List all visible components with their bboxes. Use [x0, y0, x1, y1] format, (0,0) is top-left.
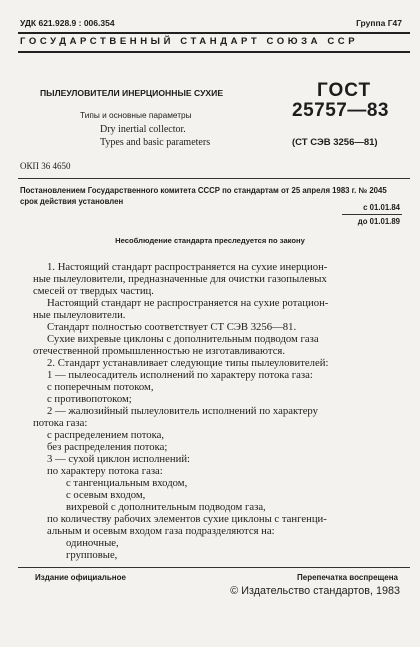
body-line: ные пылеуловители.: [33, 309, 126, 321]
body-line: Стандарт полностью соответствует СТ СЭВ 3256—81.: [47, 321, 297, 333]
body-line: Настоящий стандарт не распространяется на сухие ротацион-: [47, 297, 329, 309]
validity-from: с 01.01.84: [363, 203, 400, 212]
st-sev-reference: (СТ СЭВ 3256—81): [292, 137, 378, 148]
reprint-notice: Перепечатка воспрещена: [297, 573, 398, 582]
decree-text: Постановлением Государственного комитета СССР по стандартам от 25 апреля 1983 г. № 2045 срок действия установлен: [20, 186, 387, 206]
body-line: с противопотоком;: [47, 393, 132, 405]
body-line: 3 — сухой циклон исполнений:: [47, 453, 191, 465]
udk-code: УДК 621.928.9 : 006.354: [20, 18, 115, 28]
okp-code: ОКП 36 4650: [20, 161, 71, 171]
legal-warning: Несоблюдение стандарта преследуется по закону: [115, 236, 305, 245]
body-line: ные пылеуловители, предназначенные для очистки газопылевых: [33, 273, 327, 285]
body-line: по количеству рабочих элементов сухие циклоны с тангенци-: [47, 513, 327, 525]
standard-title: ГОСУДАРСТВЕННЫЙ СТАНДАРТ СОЮЗА ССР: [20, 36, 359, 47]
body-line: отечественной промышленностью не изготавливаются.: [33, 345, 286, 357]
body-line: одиночные,: [66, 537, 119, 549]
body-line: с распределением потока,: [47, 429, 165, 441]
document-name-ru: ПЫЛЕУЛОВИТЕЛИ ИНЕРЦИОННЫЕ СУХИЕ: [40, 88, 224, 98]
body-line: альным и осевым входом газа подразделяются на:: [47, 525, 275, 537]
body-line: без распределения потока;: [47, 441, 168, 453]
body-line: с тангенциальным входом,: [66, 477, 188, 489]
body-line: 2 — жалюзийный пылеуловитель исполнений по характеру: [47, 405, 318, 417]
header-rule-bottom: [18, 51, 410, 53]
body-line: с осевым входом,: [66, 489, 146, 501]
body-line: потока газа:: [33, 417, 88, 429]
copyright: © Издательство стандартов, 1983: [230, 585, 400, 597]
document-subtitle-en: Types and basic parameters: [100, 137, 211, 148]
group-code: Группа Г47: [356, 18, 402, 28]
document-name-en: Dry inertial collector.: [100, 124, 186, 135]
body-line: 2. Стандарт устанавливает следующие типы пылеуловителей:: [47, 357, 329, 369]
header-rule-top: [18, 32, 410, 34]
decree-rule-top: [18, 178, 410, 179]
body-line: 1 — пылеосадитель исполнений по характеру потока газа:: [47, 369, 313, 381]
validity-date-rule: [342, 214, 402, 215]
edition-official: Издание официальное: [35, 573, 126, 582]
body-line: 1. Настоящий стандарт распространяется на сухие инерцион-: [47, 261, 328, 273]
body-line: по характеру потока газа:: [47, 465, 163, 477]
body-line: групповые,: [66, 549, 118, 561]
body-line: вихревой с дополнительным подводом газа,: [66, 501, 266, 513]
gost-number: 25757—83: [292, 100, 389, 121]
gost-label: ГОСТ: [317, 80, 372, 101]
validity-to: до 01.01.89: [357, 217, 400, 226]
footer-rule: [18, 567, 410, 568]
document-subtitle-ru: Типы и основные параметры: [80, 110, 192, 120]
body-line: смесей от твердых частиц.: [33, 285, 154, 297]
body-line: Сухие вихревые циклоны с дополнительным подводом газа: [47, 333, 319, 345]
body-line: с поперечным потоком,: [47, 381, 154, 393]
